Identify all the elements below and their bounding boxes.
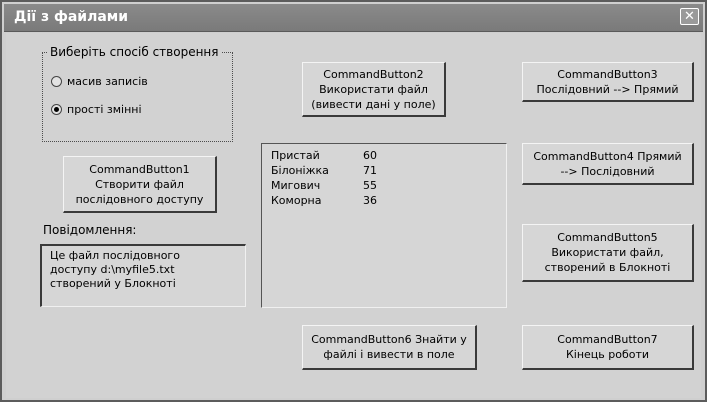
radio-label: масив записів — [67, 75, 148, 88]
list-item — [271, 149, 377, 162]
list-item — [271, 164, 377, 177]
close-icon: ✕ — [684, 9, 695, 24]
messages-label: Повідомлення: — [43, 223, 137, 237]
list-item-value: 60 — [363, 149, 377, 162]
command-button-4[interactable]: CommandButton4 Прямий --> Послідовний — [522, 143, 694, 185]
command-button-7[interactable]: CommandButton7 Кінець роботи — [522, 325, 694, 370]
radio-simple-variables[interactable] — [51, 103, 142, 116]
title-bar — [4, 4, 703, 32]
list-item-name: Коморна — [271, 194, 322, 207]
radio-indicator-selected[interactable] — [51, 104, 62, 115]
command-button-5[interactable]: CommandButton5 Використати файл, створений в Блокноті — [522, 224, 694, 282]
radio-records-array[interactable] — [51, 75, 148, 88]
window-title: Дії з файлами — [14, 9, 129, 25]
radio-indicator[interactable] — [51, 76, 62, 87]
list-item-value: 71 — [363, 164, 377, 177]
command-button-2[interactable]: CommandButton2 Використати файл (вивести дані у поле) — [302, 62, 446, 117]
form-client-area — [6, 33, 701, 398]
list-item — [271, 194, 377, 207]
create-mode-frame — [42, 45, 233, 142]
list-item-name: Пристай — [271, 149, 320, 162]
list-item-value: 55 — [363, 179, 377, 192]
command-button-6[interactable]: CommandButton6 Знайти у файлі і вивести в поле — [302, 325, 477, 370]
radio-selected-dot — [54, 107, 59, 112]
list-item — [271, 179, 377, 192]
list-item-value: 36 — [363, 194, 377, 207]
output-list-box[interactable] — [261, 143, 507, 308]
command-button-1[interactable]: CommandButton1 Створити файл послідовного доступу — [63, 156, 217, 213]
list-item-name: Мигович — [271, 179, 321, 192]
close-button[interactable] — [680, 8, 699, 25]
messages-text-box[interactable]: Це файл послідовного доступу d:\myfile5.txt створений у Блокноті — [40, 244, 246, 307]
create-mode-caption: Виберіть спосіб створення — [47, 45, 222, 59]
radio-label: прості змінні — [67, 103, 142, 116]
list-item-name: Білоніжка — [271, 164, 329, 177]
command-button-3[interactable]: CommandButton3 Послідовний --> Прямий — [522, 62, 694, 102]
